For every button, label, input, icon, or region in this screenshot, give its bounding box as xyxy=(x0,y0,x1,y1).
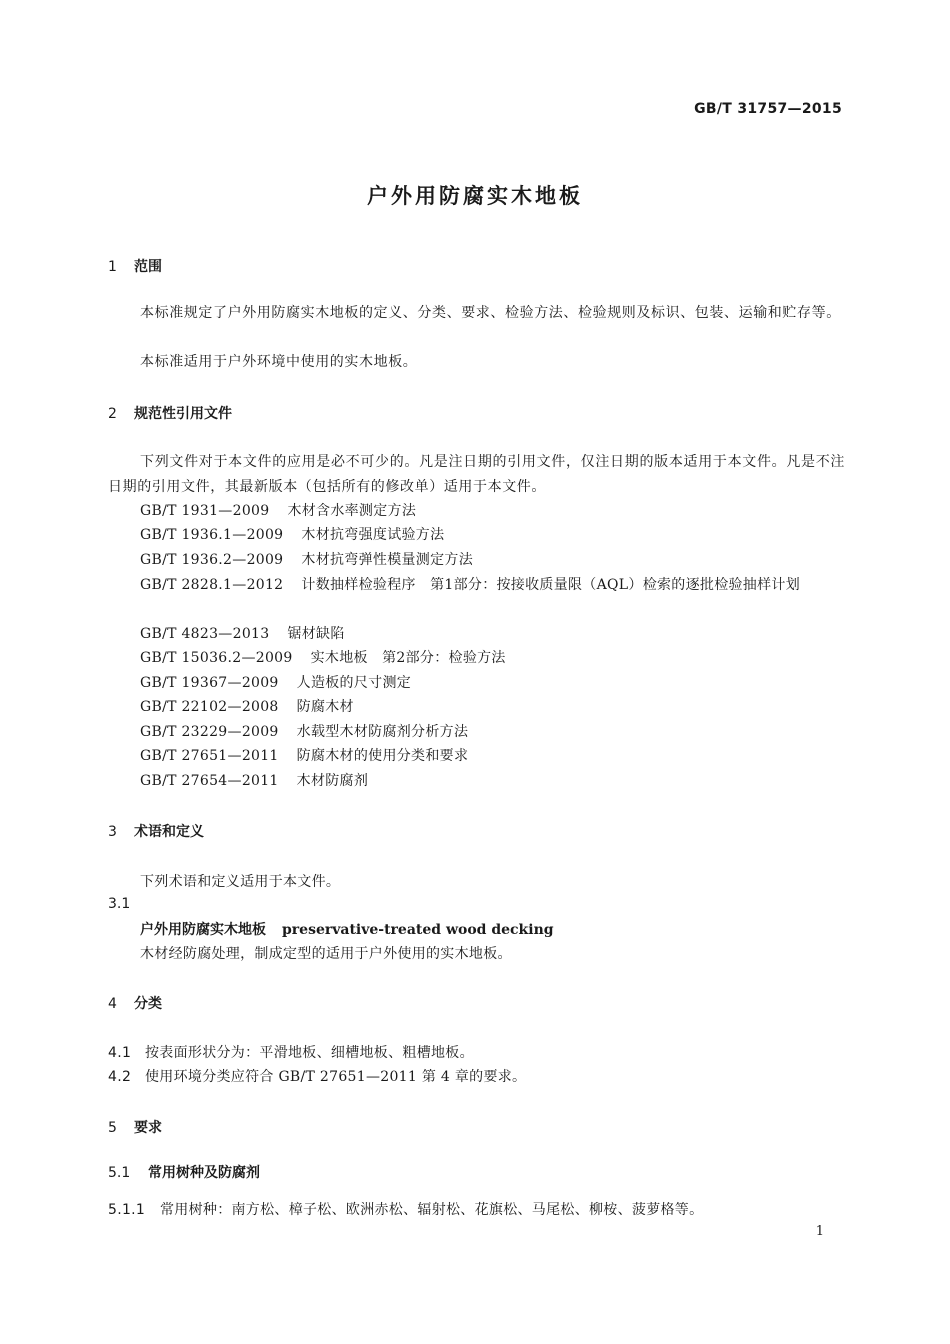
subsection-number: 5.1 xyxy=(108,1165,131,1181)
reference-name: 计数抽样检验程序 第1部分：按接收质量限（AQL）检索的逐批检验抽样计划 xyxy=(301,577,800,593)
reference-code: GB/T 2828.1—2012 xyxy=(140,577,284,593)
term-number: 3.1 xyxy=(108,896,131,912)
reference-code: GB/T 27654—2011 xyxy=(140,773,279,789)
section-title: 规范性引用文件 xyxy=(134,406,232,422)
section-number: 4 xyxy=(108,996,117,1012)
reference-name: 锯材缺陷 xyxy=(287,626,345,642)
subsection-5-1-heading xyxy=(108,1162,260,1182)
page-number: 1 xyxy=(815,1224,824,1239)
reference-name: 水载型木材防腐剂分析方法 xyxy=(296,724,469,740)
reference-item xyxy=(140,672,411,692)
reference-code: GB/T 4823—2013 xyxy=(140,626,270,642)
reference-name: 木材抗弯强度试验方法 xyxy=(301,527,445,543)
clause-number: 4.1 xyxy=(108,1045,132,1061)
clause-4-1 xyxy=(108,1042,474,1062)
reference-item xyxy=(140,770,368,790)
section-number: 3 xyxy=(108,824,117,840)
section-5-heading xyxy=(108,1117,162,1137)
section-4-heading xyxy=(108,993,162,1013)
section-2-intro: 下列文件对于本文件的应用是必不可少的。凡是注日期的引用文件，仅注日期的版本适用于本文件。凡是不注日期的引用文件，其最新版本（包括所有的修改单）适用于本文件。 xyxy=(108,454,845,495)
reference-code: GB/T 1936.2—2009 xyxy=(140,552,284,568)
clause-text: 常用树种：南方松、樟子松、欧洲赤松、辐射松、花旗松、马尾松、柳桉、菠萝格等。 xyxy=(160,1202,704,1218)
reference-code: GB/T 15036.2—2009 xyxy=(140,650,293,666)
section-1-paragraph-1: 本标准规定了户外用防腐实木地板的定义、分类、要求、检验方法、检验规则及标识、包装、运输和贮存等。 xyxy=(140,305,841,321)
term-entry xyxy=(140,919,554,939)
reference-item xyxy=(140,647,506,667)
section-1-paragraph-2: 本标准适用于户外环境中使用的实木地板。 xyxy=(140,354,418,370)
section-3-intro: 下列术语和定义适用于本文件。 xyxy=(140,874,341,890)
section-number: 1 xyxy=(108,259,117,275)
clause-text: 使用环境分类应符合 GB/T 27651—2011 第 4 章的要求。 xyxy=(145,1069,527,1085)
reference-name: 实木地板 第2部分：检验方法 xyxy=(310,650,506,666)
reference-name: 木材抗弯弹性模量测定方法 xyxy=(301,552,474,568)
clause-5-1-1 xyxy=(108,1199,703,1219)
reference-name: 木材防腐剂 xyxy=(296,773,369,789)
reference-item xyxy=(140,549,473,569)
section-title: 范围 xyxy=(134,259,162,275)
clause-text: 按表面形状分为：平滑地板、细槽地板、粗槽地板。 xyxy=(145,1045,474,1061)
reference-item xyxy=(140,696,354,716)
reference-item xyxy=(140,623,345,643)
term-definition: 木材经防腐处理，制成定型的适用于户外使用的实木地板。 xyxy=(140,946,512,962)
section-3-heading xyxy=(108,821,204,841)
reference-item xyxy=(140,500,416,520)
reference-item xyxy=(108,573,845,598)
subsection-title: 常用树种及防腐剂 xyxy=(148,1165,260,1181)
reference-name: 人造板的尺寸测定 xyxy=(296,675,412,691)
reference-name: 防腐木材的使用分类和要求 xyxy=(296,748,469,764)
reference-code: GB/T 1936.1—2009 xyxy=(140,527,284,543)
reference-item xyxy=(140,745,468,765)
section-number: 5 xyxy=(108,1120,117,1136)
document-title: 户外用防腐实木地板 xyxy=(367,184,583,208)
reference-code: GB/T 23229—2009 xyxy=(140,724,279,740)
section-title: 要求 xyxy=(134,1120,162,1136)
reference-item xyxy=(140,721,468,741)
standard-code: GB/T 31757—2015 xyxy=(694,101,842,117)
clause-number: 5.1.1 xyxy=(108,1202,146,1218)
reference-code: GB/T 22102—2008 xyxy=(140,699,279,715)
clause-4-2 xyxy=(108,1066,526,1086)
reference-code: GB/T 1931—2009 xyxy=(140,503,270,519)
section-number: 2 xyxy=(108,406,117,422)
section-title: 分类 xyxy=(134,996,162,1012)
reference-name: 木材含水率测定方法 xyxy=(287,503,417,519)
reference-code: GB/T 27651—2011 xyxy=(140,748,279,764)
section-1-heading xyxy=(108,256,162,276)
section-title: 术语和定义 xyxy=(134,824,204,840)
section-2-heading xyxy=(108,403,232,423)
reference-name: 防腐木材 xyxy=(296,699,354,715)
reference-item xyxy=(140,524,444,544)
term-english: preservative-treated wood decking xyxy=(282,922,554,938)
reference-code: GB/T 19367—2009 xyxy=(140,675,279,691)
term-chinese: 户外用防腐实木地板 xyxy=(140,922,266,938)
clause-number: 4.2 xyxy=(108,1069,132,1085)
